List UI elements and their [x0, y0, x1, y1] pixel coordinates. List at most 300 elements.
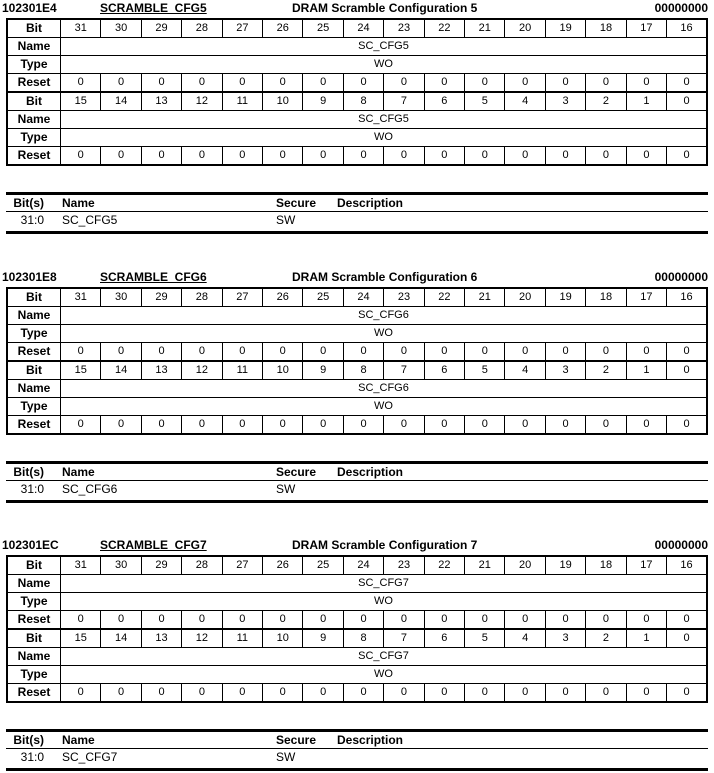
register-address: 102301E4 [2, 1, 57, 15]
reset-value-cell: 0 [424, 611, 464, 630]
bit-number-cell: 29 [141, 556, 181, 575]
bit-number-cell: 13 [141, 629, 181, 648]
reset-value-cell: 0 [61, 74, 101, 93]
bit-number-cell: 28 [182, 556, 222, 575]
bit-number-cell: 30 [101, 19, 141, 38]
field-name-cell: SC_CFG7 [61, 648, 708, 666]
bit-number-cell: 21 [465, 19, 505, 38]
bit-table [6, 287, 708, 435]
row-label: Name [7, 111, 61, 129]
reset-value-cell: 0 [465, 74, 505, 93]
reset-value-cell: 0 [424, 416, 464, 435]
field-name: SC_CFG7 [62, 750, 118, 764]
reset-value-cell: 0 [343, 416, 383, 435]
reset-value-cell: 0 [667, 74, 707, 93]
reset-value-cell: 0 [343, 147, 383, 166]
bit-number-cell: 25 [303, 19, 343, 38]
bit-number-row [7, 361, 707, 380]
bit-number-cell: 6 [424, 361, 464, 380]
field-name-row [7, 111, 707, 129]
row-label: Bit [7, 629, 61, 648]
bit-number-cell: 17 [626, 19, 666, 38]
bit-number-cell: 28 [182, 19, 222, 38]
reset-value-cell: 0 [141, 147, 181, 166]
bit-number-cell: 14 [101, 629, 141, 648]
bit-number-cell: 25 [303, 556, 343, 575]
bit-number-cell: 30 [101, 288, 141, 307]
bit-number-cell: 31 [61, 556, 101, 575]
bit-number-cell: 9 [303, 92, 343, 111]
reset-value-cell: 0 [303, 343, 343, 362]
bit-number-cell: 26 [263, 288, 303, 307]
header-description: Description [337, 465, 404, 479]
row-label: Type [7, 666, 61, 684]
field-name-cell: SC_CFG7 [61, 575, 708, 593]
bit-number-cell: 0 [667, 92, 707, 111]
bit-number-cell: 18 [586, 288, 626, 307]
reset-value-cell: 0 [303, 611, 343, 630]
bit-number-cell: 24 [343, 19, 383, 38]
bit-number-cell: 25 [303, 288, 343, 307]
bit-number-cell: 22 [424, 288, 464, 307]
reset-value-cell: 0 [465, 684, 505, 703]
bit-number-cell: 19 [545, 288, 585, 307]
bit-number-cell: 3 [545, 361, 585, 380]
reset-value-cell: 0 [667, 611, 707, 630]
description-header-row [6, 464, 708, 481]
field-description-table [6, 729, 708, 771]
row-label: Type [7, 398, 61, 416]
reset-value-cell: 0 [222, 147, 262, 166]
bit-number-cell: 30 [101, 556, 141, 575]
row-label: Bit [7, 556, 61, 575]
reset-value-cell: 0 [101, 74, 141, 93]
bit-number-row [7, 629, 707, 648]
reset-value-cell: 0 [424, 684, 464, 703]
reset-value-cell: 0 [61, 611, 101, 630]
bit-number-cell: 26 [263, 556, 303, 575]
reset-row [7, 147, 707, 166]
description-header-row [6, 195, 708, 212]
header-description: Description [337, 196, 404, 210]
header-secure: Secure [276, 196, 317, 210]
reset-value-cell: 0 [384, 684, 424, 703]
reset-row [7, 684, 707, 703]
bit-number-cell: 18 [586, 556, 626, 575]
bit-number-cell: 21 [465, 288, 505, 307]
field-bits: 31:0 [20, 482, 44, 496]
reset-value-cell: 0 [303, 74, 343, 93]
bit-number-cell: 2 [586, 629, 626, 648]
row-label: Name [7, 380, 61, 398]
reset-value-cell: 0 [141, 684, 181, 703]
field-name-row [7, 380, 707, 398]
field-type-cell: WO [61, 666, 708, 684]
reset-value-cell: 0 [182, 343, 222, 362]
bit-number-cell: 1 [626, 361, 666, 380]
reset-value-cell: 0 [222, 684, 262, 703]
bit-number-cell: 21 [465, 556, 505, 575]
reset-value-cell: 0 [505, 684, 545, 703]
reset-value-cell: 0 [424, 147, 464, 166]
reset-value-cell: 0 [505, 343, 545, 362]
reset-value-cell: 0 [182, 684, 222, 703]
reset-value-cell: 0 [182, 74, 222, 93]
bit-number-cell: 11 [222, 361, 262, 380]
bit-number-cell: 18 [586, 19, 626, 38]
reset-value-cell: 0 [667, 416, 707, 435]
bit-number-cell: 15 [61, 629, 101, 648]
reset-value-cell: 0 [343, 684, 383, 703]
bit-number-cell: 17 [626, 288, 666, 307]
reset-value-cell: 0 [545, 611, 585, 630]
reset-row [7, 416, 707, 435]
bit-number-cell: 15 [61, 92, 101, 111]
header-secure: Secure [276, 733, 317, 747]
reset-value-cell: 0 [141, 74, 181, 93]
bit-number-row [7, 19, 707, 38]
reset-value-cell: 0 [586, 416, 626, 435]
reset-value-cell: 0 [101, 343, 141, 362]
register-header [0, 0, 714, 16]
reset-value-cell: 0 [141, 343, 181, 362]
bit-number-cell: 13 [141, 361, 181, 380]
reset-value-cell: 0 [101, 611, 141, 630]
field-name-row [7, 38, 707, 56]
field-name-cell: SC_CFG5 [61, 111, 708, 129]
reset-value-cell: 0 [182, 611, 222, 630]
bit-number-cell: 29 [141, 19, 181, 38]
reset-value-cell: 0 [222, 416, 262, 435]
field-bits: 31:0 [20, 213, 44, 227]
bit-number-cell: 5 [465, 92, 505, 111]
row-label: Type [7, 56, 61, 74]
bit-number-cell: 9 [303, 361, 343, 380]
field-type-row [7, 666, 707, 684]
reset-value-cell: 0 [343, 611, 383, 630]
bit-number-cell: 19 [545, 19, 585, 38]
reset-value-cell: 0 [586, 74, 626, 93]
bit-number-row [7, 288, 707, 307]
reset-value-cell: 0 [263, 684, 303, 703]
reset-value-cell: 0 [263, 147, 303, 166]
header-name: Name [62, 465, 95, 479]
reset-value-cell: 0 [465, 611, 505, 630]
register-reset-value: 00000000 [654, 538, 708, 552]
bit-number-cell: 27 [222, 288, 262, 307]
bit-number-cell: 12 [182, 361, 222, 380]
reset-value-cell: 0 [505, 147, 545, 166]
reset-value-cell: 0 [586, 611, 626, 630]
reset-value-cell: 0 [586, 343, 626, 362]
reset-value-cell: 0 [626, 611, 666, 630]
bit-number-cell: 4 [505, 629, 545, 648]
row-label: Name [7, 38, 61, 56]
field-type-cell: WO [61, 129, 708, 147]
field-secure: SW [276, 482, 296, 496]
reset-value-cell: 0 [586, 147, 626, 166]
reset-value-cell: 0 [101, 416, 141, 435]
bit-number-cell: 27 [222, 556, 262, 575]
field-name-row [7, 575, 707, 593]
field-name-cell: SC_CFG6 [61, 307, 708, 325]
field-description-table [6, 192, 708, 234]
reset-value-cell: 0 [303, 684, 343, 703]
bit-number-cell: 24 [343, 288, 383, 307]
reset-value-cell: 0 [141, 416, 181, 435]
bit-number-row [7, 556, 707, 575]
field-type-cell: WO [61, 398, 708, 416]
reset-value-cell: 0 [667, 684, 707, 703]
row-label: Reset [7, 74, 61, 93]
reset-value-cell: 0 [667, 147, 707, 166]
row-label: Reset [7, 147, 61, 166]
bit-number-cell: 8 [343, 92, 383, 111]
field-type-cell: WO [61, 325, 708, 343]
reset-value-cell: 0 [222, 74, 262, 93]
reset-value-cell: 0 [545, 684, 585, 703]
bit-number-cell: 29 [141, 288, 181, 307]
row-label: Name [7, 575, 61, 593]
register-name: SCRAMBLE_CFG6 [100, 270, 207, 284]
bit-number-cell: 31 [61, 288, 101, 307]
bit-table [6, 555, 708, 703]
reset-row [7, 611, 707, 630]
bit-number-cell: 22 [424, 19, 464, 38]
row-label: Bit [7, 288, 61, 307]
bit-number-cell: 5 [465, 629, 505, 648]
field-row [6, 481, 708, 498]
reset-value-cell: 0 [263, 343, 303, 362]
row-label: Reset [7, 343, 61, 362]
field-secure: SW [276, 213, 296, 227]
bit-number-cell: 9 [303, 629, 343, 648]
reset-value-cell: 0 [545, 343, 585, 362]
bit-number-cell: 14 [101, 92, 141, 111]
header-name: Name [62, 196, 95, 210]
bit-number-cell: 2 [586, 361, 626, 380]
field-type-row [7, 398, 707, 416]
field-type-row [7, 325, 707, 343]
reset-value-cell: 0 [626, 147, 666, 166]
register-title: DRAM Scramble Configuration 7 [292, 538, 478, 552]
bit-number-cell: 23 [384, 19, 424, 38]
field-name: SC_CFG5 [62, 213, 118, 227]
field-row [6, 749, 708, 766]
bit-number-cell: 16 [667, 288, 707, 307]
reset-value-cell: 0 [545, 147, 585, 166]
register-header [0, 269, 714, 285]
reset-value-cell: 0 [424, 74, 464, 93]
field-name-cell: SC_CFG5 [61, 38, 708, 56]
register-header [0, 537, 714, 553]
reset-value-cell: 0 [384, 611, 424, 630]
bit-number-cell: 27 [222, 19, 262, 38]
row-label: Name [7, 648, 61, 666]
header-bits: Bit(s) [13, 196, 44, 210]
row-label: Reset [7, 684, 61, 703]
reset-value-cell: 0 [626, 416, 666, 435]
reset-value-cell: 0 [586, 684, 626, 703]
bit-number-cell: 4 [505, 361, 545, 380]
bit-number-cell: 16 [667, 19, 707, 38]
reset-value-cell: 0 [343, 343, 383, 362]
reset-value-cell: 0 [263, 611, 303, 630]
reset-value-cell: 0 [545, 416, 585, 435]
reset-row [7, 74, 707, 93]
row-label: Bit [7, 19, 61, 38]
row-label: Type [7, 129, 61, 147]
register-title: DRAM Scramble Configuration 5 [292, 1, 478, 15]
register-title: DRAM Scramble Configuration 6 [292, 270, 478, 284]
reset-value-cell: 0 [182, 416, 222, 435]
bit-number-cell: 7 [384, 629, 424, 648]
reset-value-cell: 0 [343, 74, 383, 93]
bit-number-cell: 16 [667, 556, 707, 575]
reset-value-cell: 0 [61, 147, 101, 166]
reset-value-cell: 0 [141, 611, 181, 630]
reset-value-cell: 0 [465, 416, 505, 435]
row-label: Reset [7, 611, 61, 630]
reset-value-cell: 0 [384, 147, 424, 166]
bit-number-cell: 13 [141, 92, 181, 111]
row-label: Type [7, 325, 61, 343]
field-type-cell: WO [61, 593, 708, 611]
header-bits: Bit(s) [13, 465, 44, 479]
reset-value-cell: 0 [101, 147, 141, 166]
reset-value-cell: 0 [101, 684, 141, 703]
field-description-table [6, 461, 708, 503]
header-name: Name [62, 733, 95, 747]
bit-number-cell: 10 [263, 629, 303, 648]
reset-value-cell: 0 [505, 74, 545, 93]
bit-number-cell: 10 [263, 92, 303, 111]
bit-number-cell: 17 [626, 556, 666, 575]
reset-value-cell: 0 [424, 343, 464, 362]
reset-value-cell: 0 [303, 416, 343, 435]
register-name: SCRAMBLE_CFG7 [100, 538, 207, 552]
bit-number-cell: 12 [182, 92, 222, 111]
bit-number-cell: 20 [505, 556, 545, 575]
reset-value-cell: 0 [182, 147, 222, 166]
bit-number-cell: 24 [343, 556, 383, 575]
reset-value-cell: 0 [505, 416, 545, 435]
field-type-cell: WO [61, 56, 708, 74]
field-type-row [7, 56, 707, 74]
bit-number-cell: 8 [343, 629, 383, 648]
bit-number-cell: 19 [545, 556, 585, 575]
reset-value-cell: 0 [384, 74, 424, 93]
field-bits: 31:0 [20, 750, 44, 764]
reset-value-cell: 0 [626, 74, 666, 93]
bit-number-cell: 6 [424, 629, 464, 648]
reset-value-cell: 0 [263, 416, 303, 435]
register-address: 102301EC [2, 538, 59, 552]
reset-value-cell: 0 [222, 343, 262, 362]
bit-number-cell: 7 [384, 92, 424, 111]
bit-number-cell: 20 [505, 288, 545, 307]
bit-number-cell: 28 [182, 288, 222, 307]
field-name: SC_CFG6 [62, 482, 118, 496]
register-name: SCRAMBLE_CFG5 [100, 1, 207, 15]
bit-number-cell: 7 [384, 361, 424, 380]
register-address: 102301E8 [2, 270, 57, 284]
reset-value-cell: 0 [545, 74, 585, 93]
bit-number-cell: 3 [545, 629, 585, 648]
reset-value-cell: 0 [61, 684, 101, 703]
header-secure: Secure [276, 465, 317, 479]
field-name-row [7, 648, 707, 666]
reset-value-cell: 0 [505, 611, 545, 630]
bit-number-cell: 15 [61, 361, 101, 380]
field-type-row [7, 129, 707, 147]
field-secure: SW [276, 750, 296, 764]
reset-value-cell: 0 [384, 416, 424, 435]
bit-number-cell: 20 [505, 19, 545, 38]
field-name-cell: SC_CFG6 [61, 380, 708, 398]
reset-row [7, 343, 707, 362]
bit-number-cell: 10 [263, 361, 303, 380]
bit-number-cell: 11 [222, 629, 262, 648]
bit-number-cell: 2 [586, 92, 626, 111]
bit-number-cell: 22 [424, 556, 464, 575]
row-label: Reset [7, 416, 61, 435]
register-reset-value: 00000000 [654, 1, 708, 15]
reset-value-cell: 0 [384, 343, 424, 362]
reset-value-cell: 0 [61, 416, 101, 435]
reset-value-cell: 0 [626, 684, 666, 703]
register-reset-value: 00000000 [654, 270, 708, 284]
row-label: Type [7, 593, 61, 611]
description-header-row [6, 732, 708, 749]
bit-number-cell: 23 [384, 288, 424, 307]
field-name-row [7, 307, 707, 325]
header-description: Description [337, 733, 404, 747]
bit-number-cell: 5 [465, 361, 505, 380]
bit-number-cell: 1 [626, 629, 666, 648]
bit-number-cell: 4 [505, 92, 545, 111]
reset-value-cell: 0 [465, 147, 505, 166]
bit-number-cell: 3 [545, 92, 585, 111]
row-label: Name [7, 307, 61, 325]
reset-value-cell: 0 [303, 147, 343, 166]
bit-number-cell: 31 [61, 19, 101, 38]
bit-number-cell: 11 [222, 92, 262, 111]
bit-table [6, 18, 708, 166]
reset-value-cell: 0 [667, 343, 707, 362]
bit-number-cell: 12 [182, 629, 222, 648]
reset-value-cell: 0 [263, 74, 303, 93]
row-label: Bit [7, 92, 61, 111]
reset-value-cell: 0 [61, 343, 101, 362]
bit-number-cell: 0 [667, 629, 707, 648]
bit-number-cell: 0 [667, 361, 707, 380]
bit-number-row [7, 92, 707, 111]
reset-value-cell: 0 [626, 343, 666, 362]
reset-value-cell: 0 [465, 343, 505, 362]
header-bits: Bit(s) [13, 733, 44, 747]
bit-number-cell: 1 [626, 92, 666, 111]
bit-number-cell: 8 [343, 361, 383, 380]
row-label: Bit [7, 361, 61, 380]
field-type-row [7, 593, 707, 611]
bit-number-cell: 23 [384, 556, 424, 575]
reset-value-cell: 0 [222, 611, 262, 630]
field-row [6, 212, 708, 229]
bit-number-cell: 6 [424, 92, 464, 111]
bit-number-cell: 26 [263, 19, 303, 38]
bit-number-cell: 14 [101, 361, 141, 380]
